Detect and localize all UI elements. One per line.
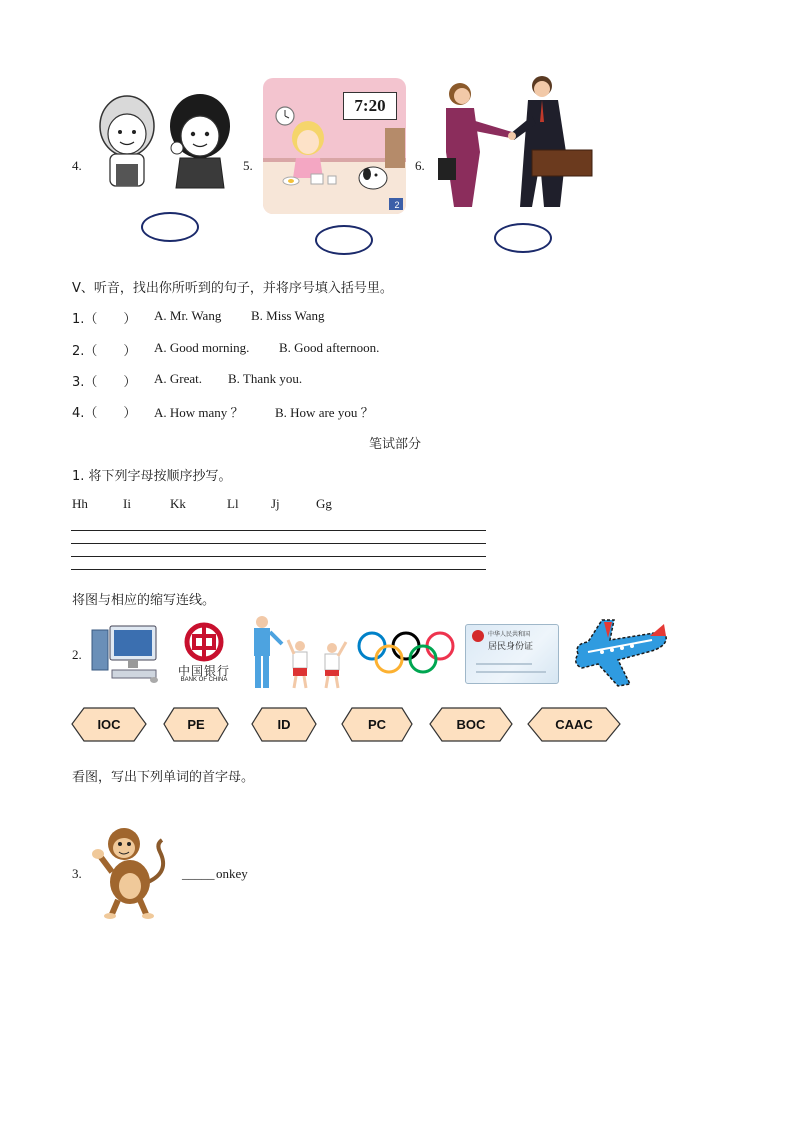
listen-q3-number: 3.（ ） [72, 375, 137, 390]
q2-title: 将图与相应的缩写连线。 [72, 593, 216, 608]
abbreviation-box-pc[interactable] [342, 708, 412, 741]
section5-title: V、听音，找出你所听到的句子，并将序号填入括号里。 [72, 281, 393, 296]
answer-oval-4[interactable] [141, 212, 199, 242]
id-card-header-text: 中华人民共和国 [488, 631, 531, 638]
abbreviation-id: ID [277, 717, 291, 732]
scene-number-badge: 2 [394, 200, 400, 210]
abbreviation-row [70, 704, 630, 746]
letter-pair: Gg [316, 496, 332, 511]
id-card-line [476, 663, 532, 665]
abbreviation-box-id[interactable] [252, 708, 316, 741]
airplane-icon [568, 614, 672, 692]
q2-number: 2. [72, 647, 82, 662]
bank-name-chinese: 中国银行 [177, 664, 230, 678]
abbreviation-box-caac[interactable] [528, 708, 620, 741]
abbreviation-caac: CAAC [555, 717, 593, 732]
letter-pair: Ii [123, 496, 131, 511]
q3-title: 看图，写出下列单词的首字母。 [72, 770, 255, 785]
letter-pair: Ll [227, 496, 239, 511]
abbreviation-box-boc[interactable] [430, 708, 512, 741]
id-card-title-text: 居民身份证 [488, 642, 534, 652]
item-label-6: 6. [415, 158, 425, 173]
letter-pair: Kk [170, 496, 186, 511]
listen-q3-option-a: A. Great. [154, 371, 203, 386]
computer-icon [90, 622, 162, 684]
writing-line[interactable] [71, 556, 486, 557]
answer-oval-6[interactable] [494, 223, 552, 253]
listen-q1-option-b: B. Miss Wang [251, 308, 325, 323]
breakfast-scene-image [263, 78, 406, 214]
abbreviation-pe: PE [187, 717, 205, 732]
listen-q2-option-a: A. Good morning. [154, 340, 250, 355]
abbreviation-pc: PC [367, 717, 387, 732]
letter-pair: Hh [72, 496, 88, 511]
q3-number: 3. [72, 866, 82, 881]
abbreviation-boc: BOC [456, 717, 486, 732]
listen-q4-option-a: A. How many ？ [154, 405, 244, 420]
abbreviation-box-pe[interactable] [164, 708, 228, 741]
abbreviation-box-ioc[interactable] [72, 708, 146, 741]
writing-line[interactable] [71, 530, 486, 531]
q3-word-suffix: onkey [216, 866, 248, 881]
two-girls-image [92, 86, 238, 192]
clock-display: 7:20 [343, 92, 397, 120]
listen-q4-option-b: B. How are you ？ [275, 405, 374, 420]
writing-line[interactable] [71, 543, 486, 544]
id-card-image [465, 624, 559, 684]
item-label-5: 5. [243, 158, 253, 173]
answer-oval-5[interactable] [315, 225, 373, 255]
bank-name-english: BANK OF CHINA [180, 677, 228, 683]
national-emblem-icon [472, 630, 484, 642]
listen-q4-number: 4.（ ） [72, 406, 137, 421]
exercise-people-image [248, 614, 352, 692]
id-card-line [476, 671, 546, 673]
q1-title: 1. 将下列字母按顺序抄写。 [72, 469, 232, 484]
handshake-image [432, 72, 598, 212]
letter-pair: Jj [271, 496, 280, 511]
monkey-image [90, 822, 172, 920]
olympic-rings-icon [354, 630, 458, 674]
writing-line[interactable] [71, 569, 486, 570]
abbreviation-ioc: IOC [97, 717, 121, 732]
listen-q1-number: 1.（ ） [72, 312, 137, 327]
listen-q2-option-b: B. Good afternoon. [279, 340, 380, 355]
listen-q1-option-a: A. Mr. Wang [154, 308, 222, 323]
listen-q2-number: 2.（ ） [72, 344, 137, 359]
written-section-heading: 笔试部分 [369, 437, 422, 452]
listen-q3-option-b: B. Thank you. [228, 371, 303, 386]
item-label-4: 4. [72, 158, 82, 173]
q3-answer-blank[interactable]: _____ [182, 866, 215, 881]
